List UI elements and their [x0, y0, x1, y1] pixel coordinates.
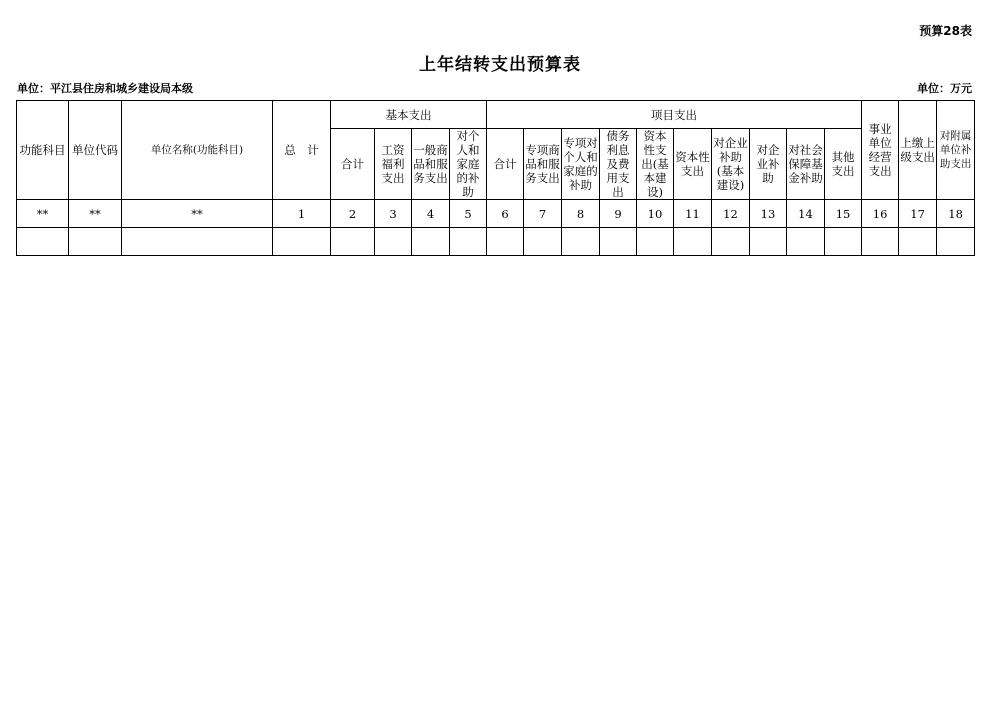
- empty-cell[interactable]: [750, 228, 787, 256]
- number-cell: **: [17, 200, 69, 228]
- number-cell: 11: [674, 200, 712, 228]
- header-basic-col: 对个人和家庭的补助: [450, 129, 487, 200]
- number-cell: **: [122, 200, 273, 228]
- unit-name-label: 单位：平江县住房和城乡建设局本级: [17, 82, 193, 95]
- header-unit-code: 单位代码: [69, 101, 122, 200]
- header-project-col: 对企业补助(基本建设): [712, 129, 750, 200]
- number-cell: 13: [750, 200, 787, 228]
- header-basic-group: 基本支出: [331, 101, 487, 129]
- header-project-col: 资本性支出: [674, 129, 712, 200]
- empty-data-row: [17, 228, 975, 256]
- header-project-col: 其他支出: [825, 129, 862, 200]
- header-project-col: 对社会保障基金补助: [787, 129, 825, 200]
- empty-cell[interactable]: [712, 228, 750, 256]
- empty-cell[interactable]: [122, 228, 273, 256]
- number-cell: 6: [487, 200, 524, 228]
- empty-cell[interactable]: [787, 228, 825, 256]
- number-cell: 15: [825, 200, 862, 228]
- empty-cell[interactable]: [273, 228, 331, 256]
- number-cell: 7: [524, 200, 562, 228]
- budget-table: [16, 100, 975, 256]
- form-number: 预算28表: [919, 24, 972, 38]
- currency-unit-label: 单位：万元: [917, 82, 972, 95]
- header-subsidiary: 对附属单位补助支出: [937, 101, 975, 200]
- number-cell: 9: [600, 200, 637, 228]
- header-func-subject: 功能科目: [17, 101, 69, 200]
- empty-cell[interactable]: [450, 228, 487, 256]
- empty-cell[interactable]: [600, 228, 637, 256]
- page-title: 上年结转支出预算表: [419, 55, 581, 75]
- header-basic-col: 一般商品和服务支出: [412, 129, 450, 200]
- header-business: 事业单位经营支出: [862, 101, 899, 200]
- empty-cell[interactable]: [17, 228, 69, 256]
- empty-cell[interactable]: [331, 228, 375, 256]
- number-cell: 18: [937, 200, 975, 228]
- empty-cell[interactable]: [674, 228, 712, 256]
- header-project-col: 专项对个人和家庭的补助: [562, 129, 600, 200]
- empty-cell[interactable]: [69, 228, 122, 256]
- number-cell: 3: [375, 200, 412, 228]
- empty-cell[interactable]: [825, 228, 862, 256]
- empty-cell[interactable]: [375, 228, 412, 256]
- empty-cell[interactable]: [524, 228, 562, 256]
- header-project-col: 债务利息及费用支出: [600, 129, 637, 200]
- empty-cell[interactable]: [412, 228, 450, 256]
- number-cell: 1: [273, 200, 331, 228]
- header-basic-col: 工资福利支出: [375, 129, 412, 200]
- column-number-row: [17, 200, 975, 228]
- header-project-group: 项目支出: [487, 101, 862, 129]
- number-cell: 10: [637, 200, 674, 228]
- header-remit: 上缴上级支出: [899, 101, 937, 200]
- header-unit-name: 单位名称(功能科目): [122, 101, 273, 200]
- number-cell: **: [69, 200, 122, 228]
- number-cell: 16: [862, 200, 899, 228]
- number-cell: 2: [331, 200, 375, 228]
- number-cell: 17: [899, 200, 937, 228]
- header-project-col: 专项商品和服务支出: [524, 129, 562, 200]
- number-cell: 8: [562, 200, 600, 228]
- empty-cell[interactable]: [637, 228, 674, 256]
- empty-cell[interactable]: [937, 228, 975, 256]
- header-project-col: 资本性支出(基本建设): [637, 129, 674, 200]
- empty-cell[interactable]: [487, 228, 524, 256]
- empty-cell[interactable]: [899, 228, 937, 256]
- number-cell: 5: [450, 200, 487, 228]
- header-project-col: 合计: [487, 129, 524, 200]
- empty-cell[interactable]: [862, 228, 899, 256]
- header-total: 总 计: [273, 101, 331, 200]
- number-cell: 4: [412, 200, 450, 228]
- header-basic-col: 合计: [331, 129, 375, 200]
- number-cell: 14: [787, 200, 825, 228]
- number-cell: 12: [712, 200, 750, 228]
- header-project-col: 对企业补助: [750, 129, 787, 200]
- empty-cell[interactable]: [562, 228, 600, 256]
